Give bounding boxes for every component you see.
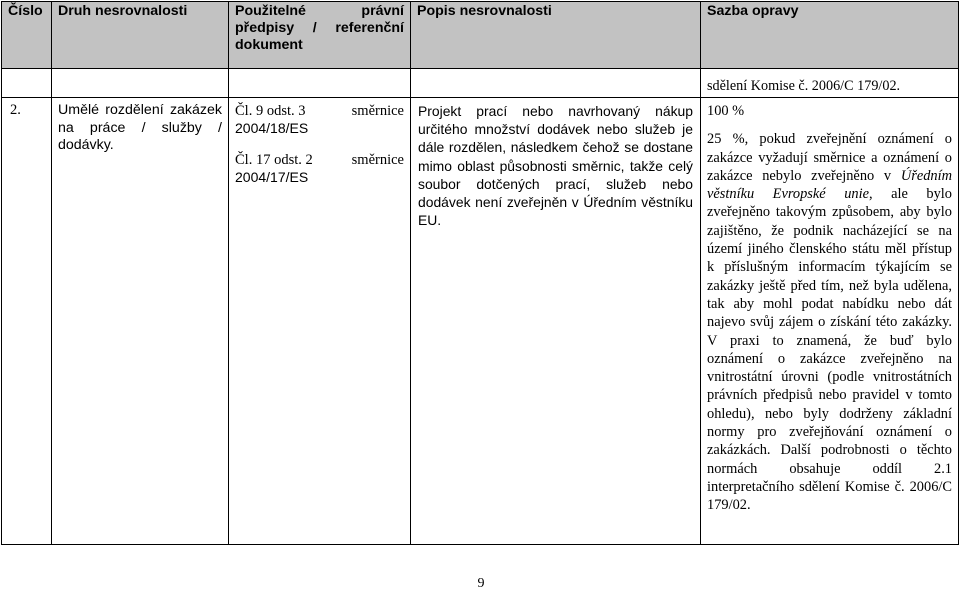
row-druh-line1: Umělé rozdělení zakázek <box>58 102 222 118</box>
header-druh: Druh nesrovnalosti <box>52 2 229 69</box>
header-predpisy-line1-left: Použitelné <box>235 3 306 19</box>
row-ref2-number: 2004/17/ES <box>235 168 309 185</box>
row-ref2-directive: směrnice <box>351 151 404 168</box>
row-predpisy <box>229 98 411 545</box>
continuation-sazba: sdělení Komise č. 2006/C 179/02. <box>701 69 959 98</box>
row-sazba <box>701 98 959 545</box>
row-sazba-text: 25 %, pokud zveřejnění oznámení o zakázce vyžadují směrnice a oznámení o zakázce nebylo zveřejněno v Úředním věstníku Evropské unie, ale bylo zveřejněno takovým způsobem, aby bylo zajištěno, že podnik nacházející se na území jiného členského státu měl přístup k příslušným informacím týkajícím se zakázky ještě před tím, než byla udělena, tak aby mohl podat nabídku nebo dát najevo svůj zájem o získání této zakázky. V praxi to znamená, že buď bylo oznámení o zakázce zveřejněno na vnitrostátní úrovni (podle vnitrostátních právních předpisů nebo pravidel v tomto ohledu), nebo byly dodrženy základní normy pro zveřejňování oznámení o zakázkách. Další podrobnosti o těchto normách obsahuje oddíl 2.1 interpretačního sdělení Komise č. 2006/C 179/02. <box>707 131 952 514</box>
table-row <box>2 98 959 545</box>
row-druh <box>52 98 229 545</box>
irregularities-table <box>1 1 959 545</box>
row-ref1-number: 2004/18/ES <box>235 120 309 136</box>
header-predpisy-line2-c: referenční <box>335 20 404 36</box>
row-number: 2. <box>2 98 52 545</box>
header-predpisy <box>229 2 411 69</box>
row-druh-line3: dodávky. <box>58 137 114 153</box>
row-ref1-article: Čl. 9 odst. 3 <box>235 103 306 119</box>
row-rate: 100 % <box>707 103 745 119</box>
row-ref1-directive: směrnice <box>351 103 404 119</box>
row-ref1-line1 <box>235 102 404 120</box>
page-number: 9 <box>477 576 485 591</box>
row-popis: Projekt prací nebo navrhovaný nákup určitého množství dodávek nebo služeb je dále rozdělen, následkem čehož se dostane mimo oblast působnosti směrnic, takže celý soubor dotčených prací, služeb nebo dodávek není zveřejněn v Úředním věstníku EU. <box>411 98 701 545</box>
row-ref2-line1 <box>235 151 404 169</box>
header-predpisy-line1-right: právní <box>361 3 404 19</box>
table-header-row <box>2 2 959 69</box>
row-druh-line2: na práce / služby / <box>58 119 222 136</box>
continuation-row <box>2 69 959 98</box>
row-ref2-article: Čl. 17 odst. 2 <box>235 151 313 168</box>
header-sazba: Sazba opravy <box>701 2 959 69</box>
row-sazba-journal: Úředním věstníku Evropské unie <box>707 167 952 203</box>
header-cislo: Číslo <box>2 2 52 69</box>
header-predpisy-line3: dokument <box>235 37 303 53</box>
header-popis: Popis nesrovnalosti <box>411 2 701 69</box>
header-predpisy-line2-b: / <box>312 20 317 36</box>
header-predpisy-line2-a: předpisy <box>235 20 295 36</box>
